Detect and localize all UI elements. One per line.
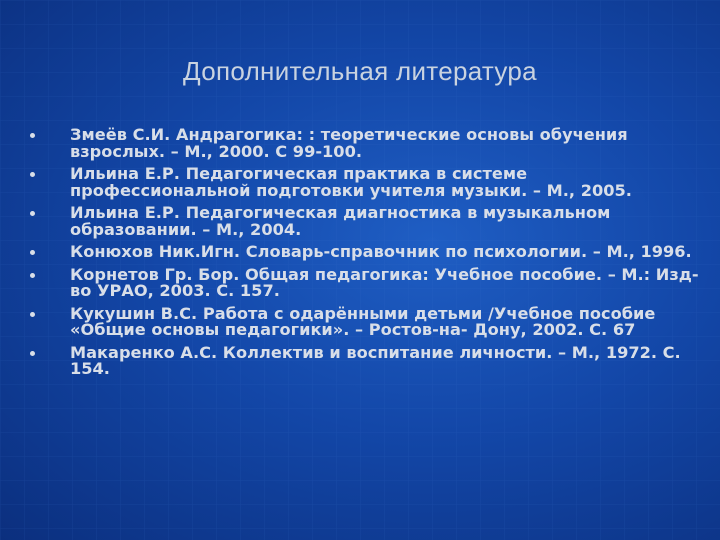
list-item (30, 127, 700, 160)
list-item-text: Ильина Е.Р. Педагогическая диагностика в музыкальном образовании. – М., 2004. (70, 203, 611, 239)
bullet-icon (30, 211, 35, 216)
bullet-icon (30, 273, 35, 278)
bullet-icon (30, 172, 35, 177)
list-item (30, 205, 700, 238)
list-item (30, 303, 700, 339)
bullet-icon (30, 133, 35, 138)
list-item (30, 244, 700, 261)
list-item (30, 264, 700, 300)
list-item-text: Кукушин В.С. Работа с одарёнными детьми /Учебное пособие «Общие основы педагогики». – Ростов-на- Дону, 2002. С. 67 (70, 303, 656, 339)
list-item (30, 342, 700, 378)
list-item-text: Ильина Е.Р. Педагогическая практика в системе профессиональной подготовки учителя музыки. – М., 2005. (70, 164, 632, 200)
list-item-text: Корнетов Гр. Бор. Общая педагогика: Учебное пособие. – М.: Изд-во УРАО, 2003. С. 157. (70, 264, 699, 300)
bullet-icon (30, 312, 35, 317)
list-item-text: Змеёв С.И. Андрагогика: : теоретические основы обучения взрослых. – М., 2000. С 99-100. (70, 125, 628, 161)
literature-list (30, 127, 700, 384)
slide-title: Дополнительная литература (183, 56, 537, 86)
list-item-text: Макаренко А.С. Коллектив и воспитание личности. – М., 1972. С. 154. (70, 342, 681, 378)
bullet-icon (30, 351, 35, 356)
list-item-text: Конюхов Ник.Игн. Словарь-справочник по психологии. – М., 1996. (70, 242, 692, 261)
list-item (30, 166, 700, 199)
bullet-icon (30, 250, 35, 255)
